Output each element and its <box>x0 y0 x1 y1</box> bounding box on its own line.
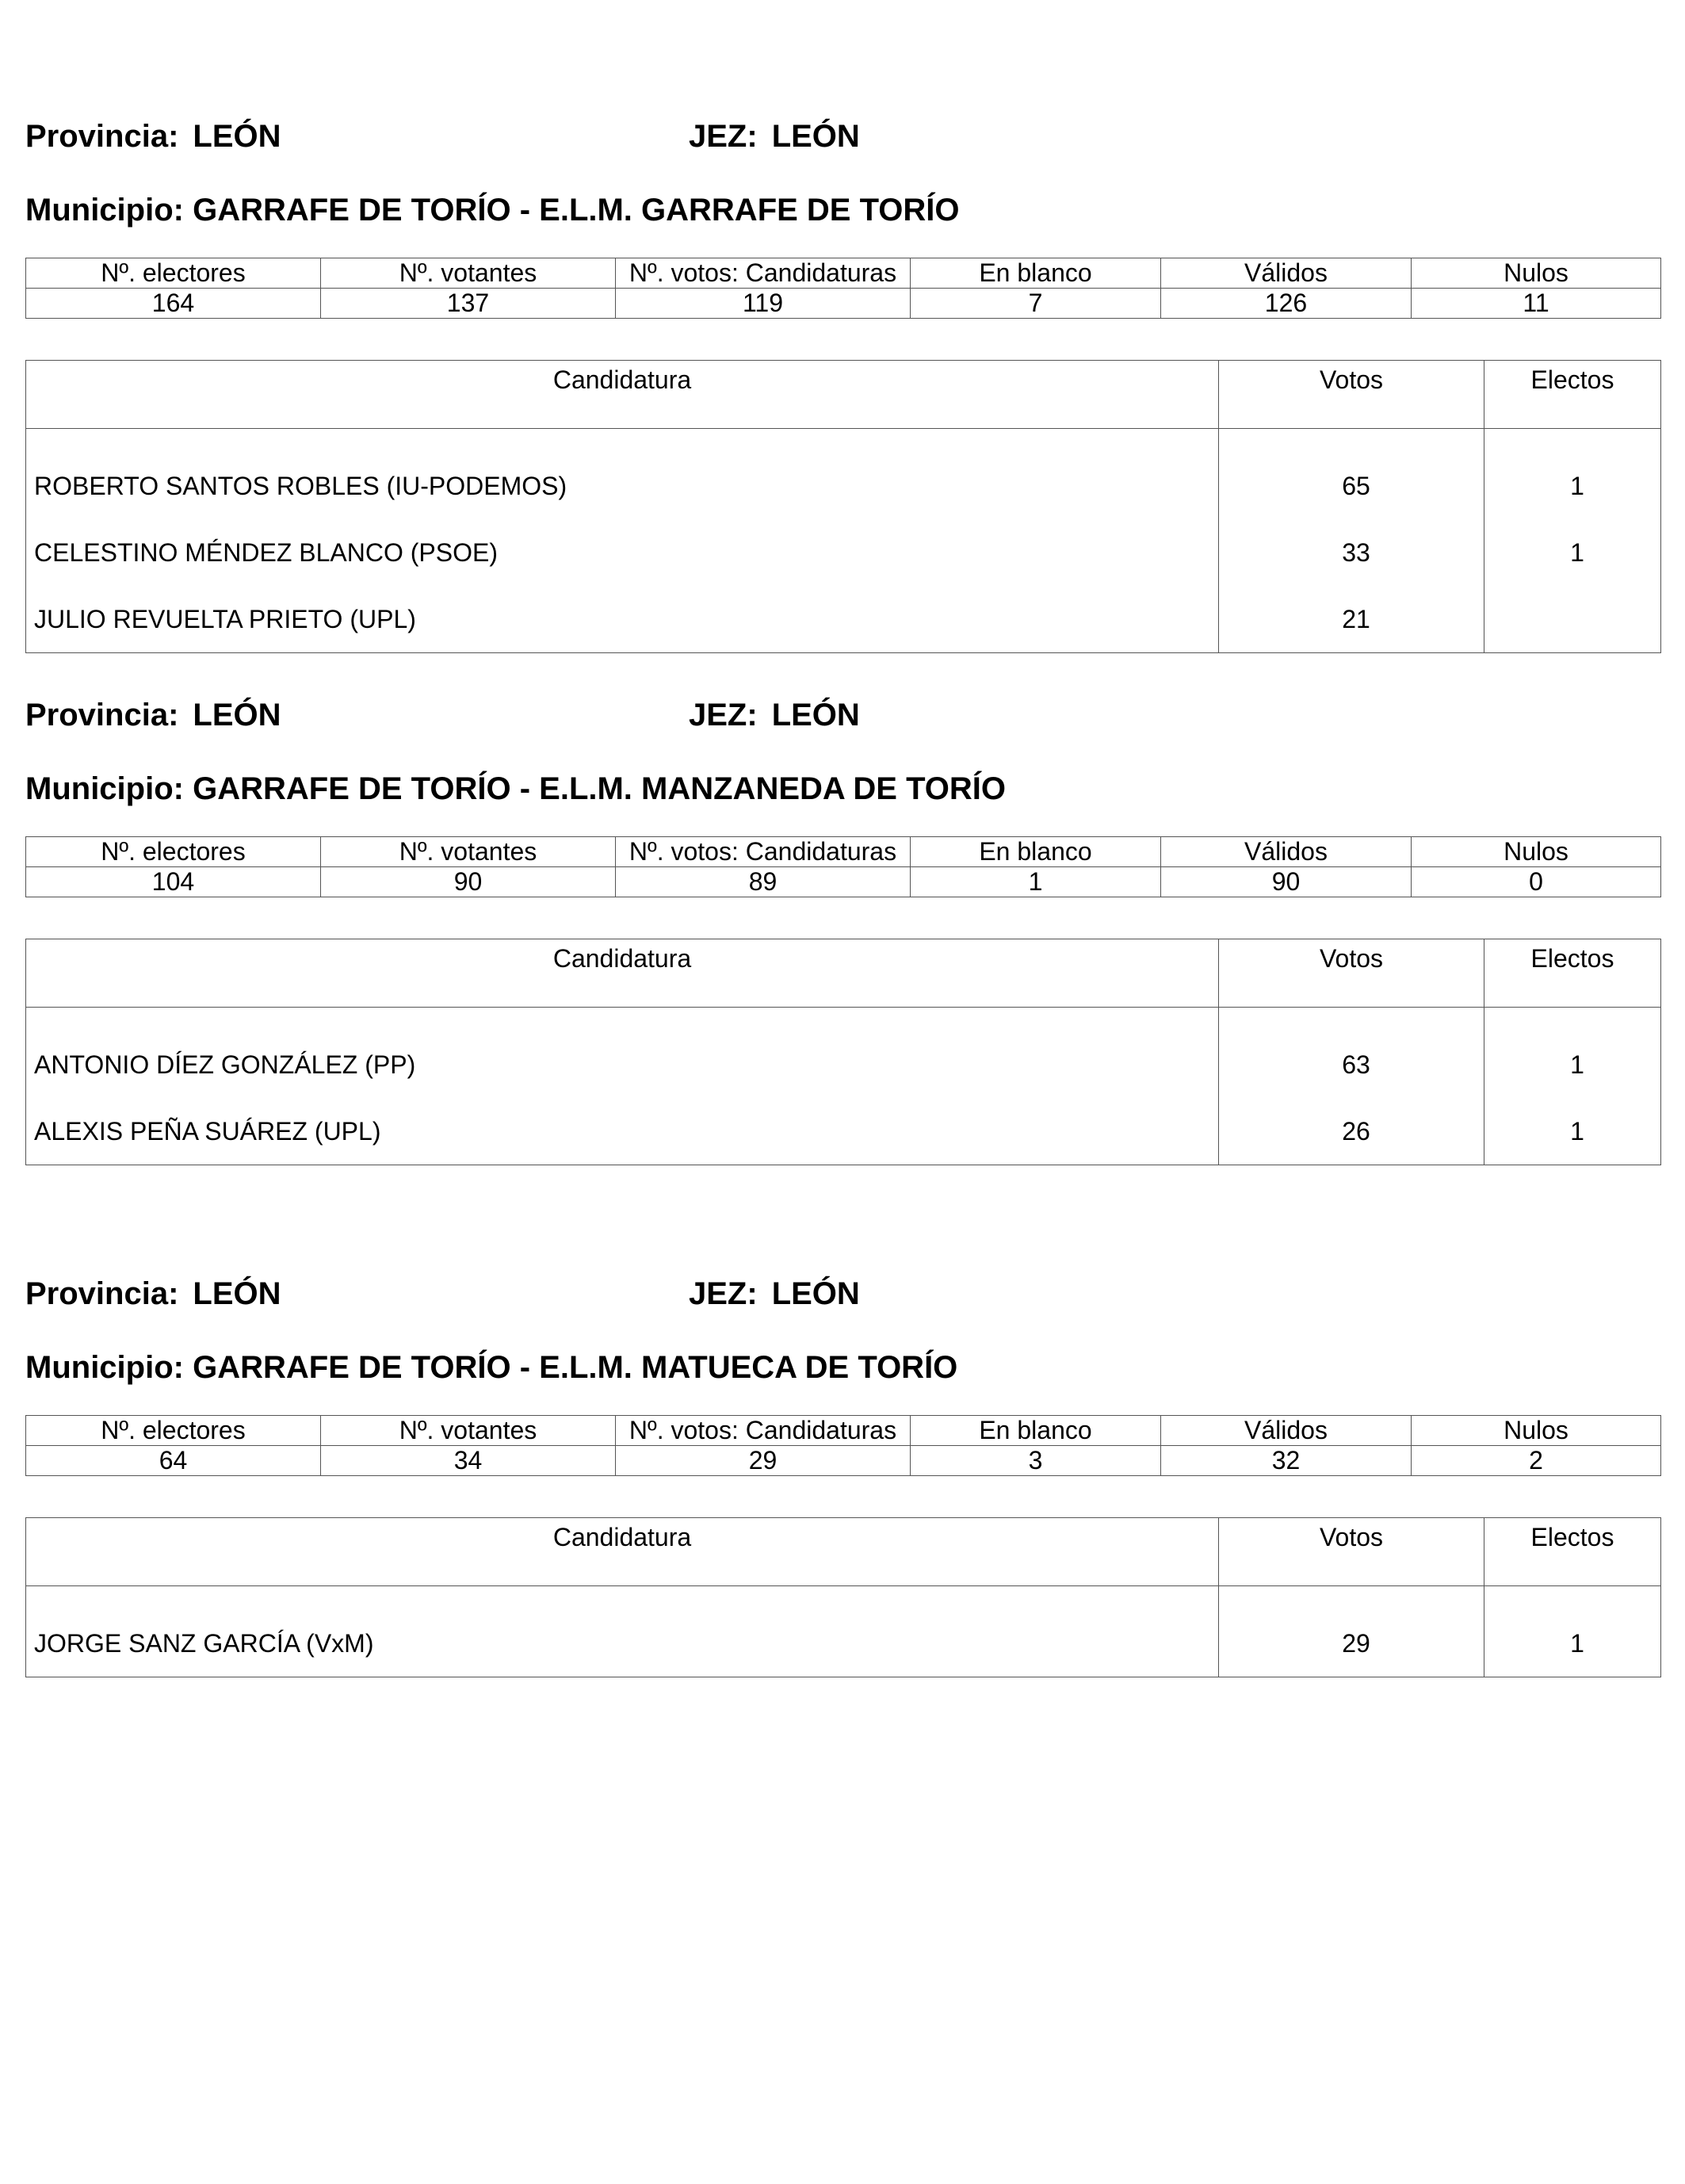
provincia-value: LEÓN <box>193 1276 281 1311</box>
candidate-votos: 65 <box>1219 429 1484 520</box>
summary-header-cell: Válidos <box>1161 258 1412 289</box>
summary-table <box>25 258 1661 319</box>
candidates-header-cell: Votos <box>1219 361 1484 429</box>
candidate-name: ALEXIS PEÑA SUÁREZ (UPL) <box>26 1098 1219 1165</box>
candidates-table <box>25 1517 1661 1677</box>
summary-header-cell: Válidos <box>1161 837 1412 867</box>
provincia-header <box>25 1278 281 1310</box>
summary-header-cell: Nº. votos: Candidaturas <box>616 258 911 289</box>
candidate-electos: 1 <box>1484 1008 1661 1099</box>
jez-value: LEÓN <box>771 1276 860 1311</box>
summary-header-row <box>26 837 1661 867</box>
candidate-name: ANTONIO DÍEZ GONZÁLEZ (PP) <box>26 1008 1219 1099</box>
summary-value-cell: 119 <box>616 289 911 319</box>
candidates-header-cell: Candidatura <box>26 939 1219 1008</box>
provincia-label: Provincia: <box>25 119 179 154</box>
candidates-header-cell: Votos <box>1219 939 1484 1008</box>
provincia-header <box>25 699 281 731</box>
candidate-row <box>26 586 1661 653</box>
provincia-value: LEÓN <box>193 119 281 154</box>
candidate-row <box>26 1008 1661 1099</box>
summary-header-cell: Válidos <box>1161 1416 1412 1446</box>
summary-value-cell: 7 <box>911 289 1161 319</box>
candidate-name: CELESTINO MÉNDEZ BLANCO (PSOE) <box>26 519 1219 586</box>
municipio-header <box>25 194 960 226</box>
summary-table <box>25 836 1661 897</box>
candidate-electos: 1 <box>1484 1586 1661 1677</box>
municipio-value: GARRAFE DE TORÍO - E.L.M. MATUECA DE TORÍO <box>193 1350 958 1385</box>
candidate-row <box>26 1098 1661 1165</box>
candidate-votos: 29 <box>1219 1586 1484 1677</box>
candidates-header-row <box>26 361 1661 429</box>
municipio-label: Municipio: <box>25 193 184 228</box>
candidate-electos: 1 <box>1484 1098 1661 1165</box>
summary-value-cell: 2 <box>1412 1446 1661 1476</box>
jez-value: LEÓN <box>771 119 860 154</box>
summary-value-cell: 104 <box>26 867 321 897</box>
candidate-electos: 1 <box>1484 519 1661 586</box>
candidate-row <box>26 429 1661 520</box>
summary-value-cell: 137 <box>321 289 616 319</box>
summary-header-cell: Nº. electores <box>26 258 321 289</box>
summary-header-cell: Nº. votos: Candidaturas <box>616 837 911 867</box>
municipio-label: Municipio: <box>25 771 184 806</box>
summary-value-cell: 32 <box>1161 1446 1412 1476</box>
provincia-label: Provincia: <box>25 1276 179 1311</box>
jez-label: JEZ: <box>689 698 758 732</box>
summary-header-row <box>26 258 1661 289</box>
municipio-header <box>25 1352 957 1383</box>
summary-value-row <box>26 867 1661 897</box>
summary-value-cell: 90 <box>321 867 616 897</box>
candidates-header-cell: Electos <box>1484 939 1661 1008</box>
municipio-value: GARRAFE DE TORÍO - E.L.M. MANZANEDA DE TORÍO <box>193 771 1007 806</box>
summary-header-cell: Nulos <box>1412 837 1661 867</box>
jez-header <box>689 699 860 731</box>
summary-value-cell: 164 <box>26 289 321 319</box>
candidates-table <box>25 360 1661 653</box>
candidates-header-cell: Candidatura <box>26 1518 1219 1586</box>
provincia-value: LEÓN <box>193 698 281 732</box>
summary-value-cell: 11 <box>1412 289 1661 319</box>
jez-header <box>689 1278 860 1310</box>
candidate-name: JULIO REVUELTA PRIETO (UPL) <box>26 586 1219 653</box>
summary-header-row <box>26 1416 1661 1446</box>
summary-header-cell: En blanco <box>911 258 1161 289</box>
summary-header-cell: Nº. votos: Candidaturas <box>616 1416 911 1446</box>
candidates-header-row <box>26 939 1661 1008</box>
candidate-votos: 26 <box>1219 1098 1484 1165</box>
candidate-name: ROBERTO SANTOS ROBLES (IU-PODEMOS) <box>26 429 1219 520</box>
candidate-name: JORGE SANZ GARCÍA (VxM) <box>26 1586 1219 1677</box>
municipio-label: Municipio: <box>25 1350 184 1385</box>
summary-value-cell: 89 <box>616 867 911 897</box>
candidates-header-cell: Electos <box>1484 1518 1661 1586</box>
summary-header-cell: Nº. electores <box>26 837 321 867</box>
summary-header-cell: Nulos <box>1412 258 1661 289</box>
candidate-votos: 63 <box>1219 1008 1484 1099</box>
summary-value-cell: 90 <box>1161 867 1412 897</box>
summary-value-cell: 0 <box>1412 867 1661 897</box>
candidate-electos <box>1484 586 1661 653</box>
summary-header-cell: En blanco <box>911 837 1161 867</box>
summary-value-cell: 3 <box>911 1446 1161 1476</box>
candidate-row <box>26 519 1661 586</box>
summary-value-row <box>26 289 1661 319</box>
summary-value-cell: 126 <box>1161 289 1412 319</box>
jez-header <box>689 120 860 152</box>
summary-value-cell: 1 <box>911 867 1161 897</box>
candidates-header-row <box>26 1518 1661 1586</box>
summary-header-cell: Nº. votantes <box>321 258 616 289</box>
candidates-table <box>25 939 1661 1165</box>
summary-header-cell: Nº. votantes <box>321 837 616 867</box>
candidate-row <box>26 1586 1661 1677</box>
summary-value-cell: 34 <box>321 1446 616 1476</box>
summary-header-cell: En blanco <box>911 1416 1161 1446</box>
candidate-votos: 33 <box>1219 519 1484 586</box>
candidates-header-cell: Candidatura <box>26 361 1219 429</box>
provincia-label: Provincia: <box>25 698 179 732</box>
summary-value-cell: 29 <box>616 1446 911 1476</box>
summary-header-cell: Nº. electores <box>26 1416 321 1446</box>
summary-table <box>25 1415 1661 1476</box>
candidates-header-cell: Electos <box>1484 361 1661 429</box>
jez-label: JEZ: <box>689 1276 758 1311</box>
summary-value-cell: 64 <box>26 1446 321 1476</box>
candidates-header-cell: Votos <box>1219 1518 1484 1586</box>
summary-header-cell: Nulos <box>1412 1416 1661 1446</box>
candidate-votos: 21 <box>1219 586 1484 653</box>
jez-label: JEZ: <box>689 119 758 154</box>
summary-value-row <box>26 1446 1661 1476</box>
jez-value: LEÓN <box>771 698 860 732</box>
summary-header-cell: Nº. votantes <box>321 1416 616 1446</box>
provincia-header <box>25 120 281 152</box>
municipio-header <box>25 773 1006 805</box>
candidate-electos: 1 <box>1484 429 1661 520</box>
municipio-value: GARRAFE DE TORÍO - E.L.M. GARRAFE DE TORÍO <box>193 193 960 228</box>
